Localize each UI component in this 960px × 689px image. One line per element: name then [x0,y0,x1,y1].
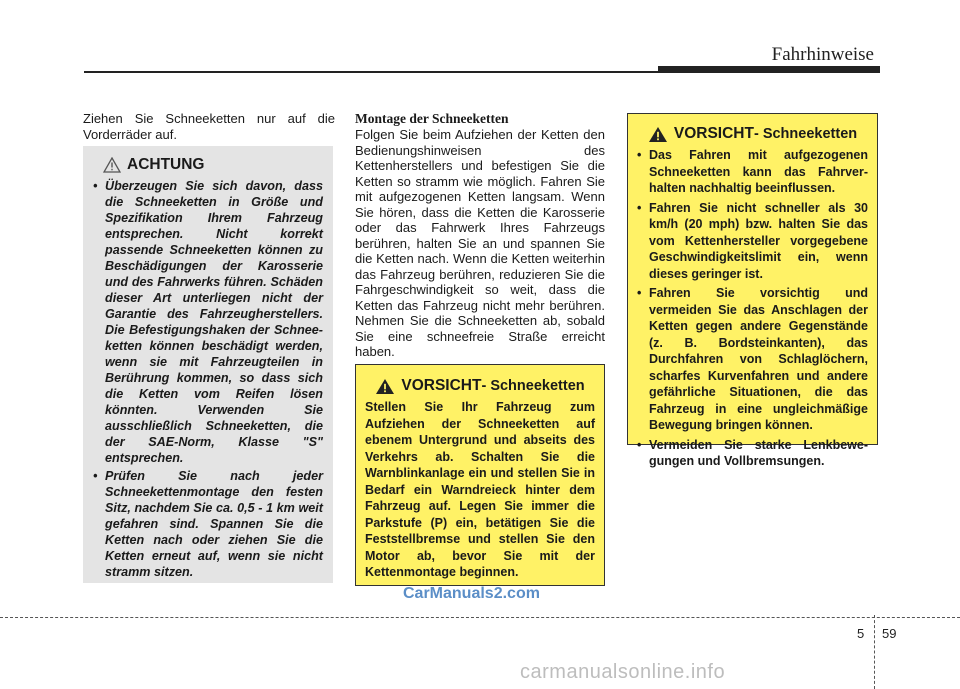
bottom-watermark: carmanualsonline.info [520,661,726,683]
caution-item: • Prüfen Sie nach jeder Schneekettenmontage den festen Sitz, nachdem Sie ca. 0,5 - 1 km weit gefahren sind. Spannen Sie die Ketten nach oder ziehen Sie die Ketten erneut auf, wenn sie nicht stramm sitzen. [93,468,323,580]
header-rule [84,71,662,73]
caution-title [93,156,323,174]
warning-title [365,377,595,395]
warning-title-main: VORSICHT [401,377,482,394]
caution-item: • Überzeugen Sie sich davon, dass die Schneeketten in Größe und Spezifikation Ihrem Fahrzeug entsprechen. Nicht korrekt passende Schneeketten können zu Beschädigungen der Karosserie und des Fahrwerks führen. Schäden dieser Art unterliegen nicht der Garantie des Fahrzeugherstellers. Die Befestigungshaken der Schnee-ketten können beschädigt werden, wenn sie mit Fahrzeugteilen in Berührung kommen, so dass sich die Ketten vom Reifen lösen könnten. Verwenden Sie ausschließlich Schneeketten, die der SAE-Norm, Klasse "S" entsprechen. [93,178,323,466]
warning-triangle-icon [103,157,121,173]
warning-triangle-icon [648,126,668,143]
chapter-number: 5 [857,626,865,641]
warning-title-sub: - Schneeketten [753,126,858,142]
warning-title [637,125,868,143]
warning-item: • Fahren Sie nicht schneller als 30 km/h (20 mph) bzw. halten Sie das vom Kettenhersteller vorgegebene Geschwindigkeitslimit ein, wenn dieses geringer ist. [637,200,868,283]
warning-box-driving [627,113,878,468]
warning-list [637,147,868,470]
warning-title-sub: - Schneeketten [481,378,585,394]
warning-box-mounting [355,364,605,586]
caution-box [83,146,333,583]
page-number-separator [874,615,876,689]
caution-list [93,178,323,580]
section-body: Folgen Sie beim Aufziehen der Ketten den Bedienungshinweisen des Kettenherstellers und befestigen Sie die Ketten so stramm wie möglich. Fahren Sie mit aufgezogenen Ketten langsam. Wenn Sie hören, dass die Ketten die Karosserie oder das Fahrwerk Ihres Fahrzeugs berühren, halten Sie an und spannen Sie die Ketten nach. Wenn die Ketten weiterhin das Fahrzeug berühren, reduzieren Sie die Fahrgeschwindigkeit so weit, dass die Ketten das Fahrzeug nicht mehr berühren. Nehmen Sie die Schneeketten ab, sobald Sie eine schneefreie Straße erreicht haben. [355,127,605,359]
warning-item: • Fahren Sie vorsichtig und vermeiden Sie das Anschlagen der Ketten gegen andere Gegenstände (z. B. Bordsteinkanten), das Durchfahren von Schlaglöchern, scharfes Kurvenfahren und andere gefährliche Situationen, die das Fahrzeug in eine ungleichmäßige Bewegung bringen können. [637,285,868,434]
warning-title-main: VORSICHT [673,125,754,142]
page-header-title: Fahrhinweise [771,44,874,65]
warning-item: • Das Fahren mit aufgezogenen Schneeketten kann das Fahrver-halten nachhaltig beeinflussen. [637,147,868,197]
section-heading: Montage der Schneeketten [355,111,509,126]
warning-triangle-icon [375,378,395,395]
header-rule-bold [658,66,880,73]
watermark-link[interactable]: CarManuals2.com [403,585,540,602]
footer-rule [0,617,960,618]
warning-item: • Vermeiden Sie starke Lenkbewe-gungen und Vollbremsungen. [637,437,868,470]
page-number: 59 [882,626,897,641]
intro-paragraph: Ziehen Sie Schneeketten nur auf die Vorderräder auf. [83,111,335,142]
warning-text: Stellen Sie Ihr Fahrzeug zum Aufziehen der Schneeketten auf ebenem Untergrund und abseits des Verkehrs ab. Schalten Sie die Warnblinkanlage ein und stellen Sie in Bedarf ein Warndreieck hinter dem Fahrzeug auf. Legen Sie immer die Parkstufe (P) ein, betätigen Sie die Feststellbremse und stellen Sie den Motor ab, bevor Sie mit der Kettenmontage beginnen. [365,400,595,579]
caution-title-text: ACHTUNG [127,156,205,173]
